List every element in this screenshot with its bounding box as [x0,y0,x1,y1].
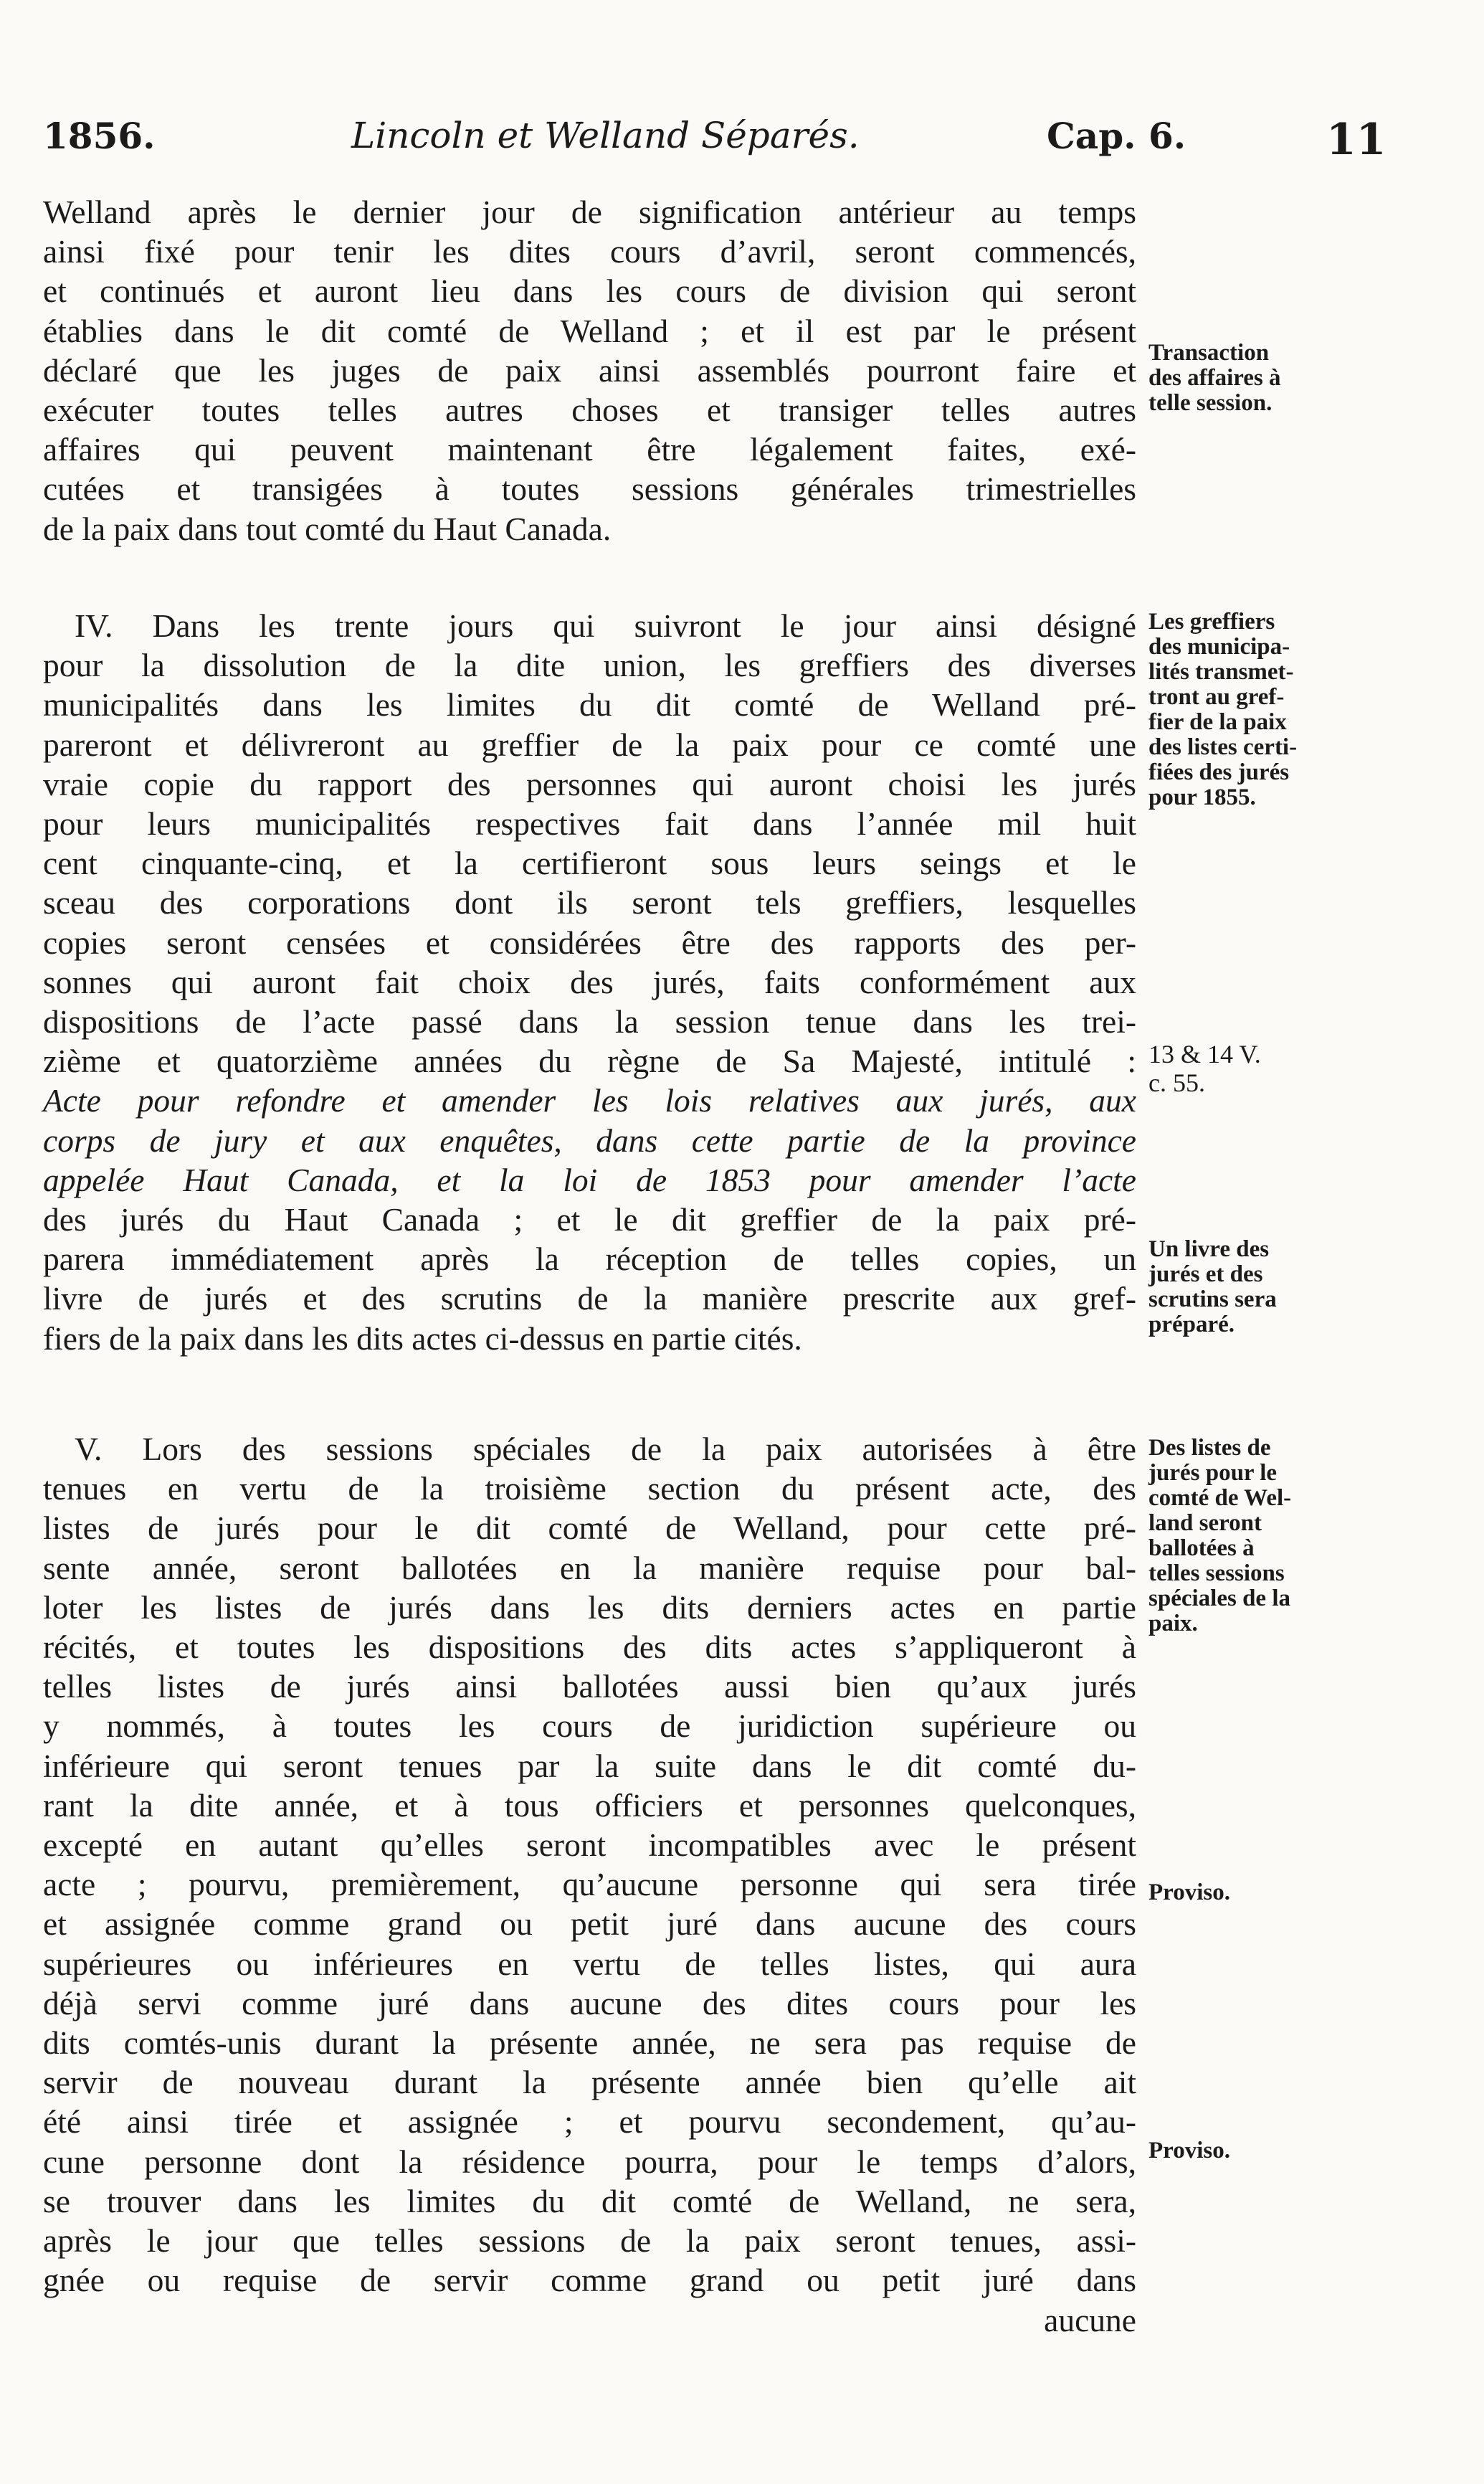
margin-line: tront au gref- [1148,684,1285,710]
header-year: 1856. [43,115,156,157]
margin-line: jurés et des [1148,1261,1263,1287]
text-line: pour la dissolution de la dite union, les greffiers des diverses [43,647,1136,684]
margin-line: telle session. [1148,390,1273,416]
text-line: pour leurs municipalités respectives fait dans l’année mil huit [43,805,1136,843]
text-line: et assignée comme grand ou petit juré dans aucune des cours [43,1905,1136,1943]
margin-note-listes-jures [1148,1436,1364,1636]
margin-line: Des listes de [1148,1435,1271,1461]
text-line: municipalités dans les limites du dit comté de Welland pré- [43,686,1136,724]
text-line: ainsi fixé pour tenir les dites cours d’avril, seront commencés, [43,233,1136,270]
margin-line: pour 1855. [1148,784,1256,810]
catchword [43,2300,1136,2340]
margin-line: Proviso. [1148,1879,1230,1905]
text-line: sonnes qui auront fait choix des jurés, faits conformément aux [43,963,1136,1000]
margin-line: spéciales de la [1148,1585,1290,1611]
margin-line: comté de Wel- [1148,1485,1292,1511]
text-line: gnée ou requise de servir comme grand ou petit juré dans [43,2262,1136,2299]
running-header [43,115,1387,165]
text-line: acte ; pourvu, premièrement, qu’aucune personne qui sera tirée [43,1866,1136,1903]
text-line: rant la dite année, et à tous officiers et personnes quelconques, [43,1786,1136,1824]
text-line: dits comtés-unis durant la présente année, ne sera pas requise de [43,2024,1136,2062]
text-line: des jurés du Haut Canada ; et le dit greffier de la paix pré- [43,1201,1136,1238]
italic-text-line: appelée Haut Canada, et la loi de 1853 pour amender l’acte [43,1161,1136,1198]
margin-line: telles sessions [1148,1560,1285,1586]
header-chapter: Cap. 6. [1047,115,1186,157]
text-line: cutées et transigées à toutes sessions générales trimestrielles [43,470,1136,508]
text-line: listes de jurés pour le dit comté de Welland, pour cette pré- [43,1509,1136,1547]
margin-line: préparé. [1148,1312,1235,1337]
margin-line: c. 55. [1148,1068,1205,1097]
text-line: cune personne dont la résidence pourra, pour le temps d’alors, [43,2143,1136,2180]
text-line: tenues en vertu de la troisième section du présent acte, des [43,1470,1136,1507]
text-line: fiers de la paix dans les dits actes ci-dessus en partie cités. [43,1319,802,1357]
text-line: déjà servi comme juré dans aucune des dites cours pour les [43,1984,1136,2021]
text-line: se trouver dans les limites du dit comté de Welland, ne sera, [43,2182,1136,2219]
margin-line: des municipa- [1148,634,1290,660]
section-iv-paragraph [43,606,1136,1358]
text-line: été ainsi tirée et assignée ; et pourvu secondement, qu’au- [43,2103,1136,2141]
margin-note-livre-jures [1148,1237,1364,1337]
text-line: IV. Dans les trente jours qui suivront le jour ainsi désigné [75,607,1136,644]
text-line: de la paix dans tout comté du Haut Canada. [43,510,612,547]
text-line: livre de jurés et des scrutins de la manière prescrite aux gref- [43,1280,1136,1317]
section-v-paragraph [43,1429,1136,2300]
text-line: telles listes de jurés ainsi ballotées aussi bien qu’aux jurés [43,1668,1136,1705]
text-line: cent cinquante-cinq, et la certifieront sous leurs seings et le [43,845,1136,882]
margin-note-statute-reference [1148,1040,1364,1097]
margin-note-greffiers [1148,610,1364,810]
margin-line: Proviso. [1148,2138,1230,2163]
text-line: inférieure qui seront tenues par la suite dans le dit comté du- [43,1747,1136,1784]
text-line: dispositions de l’acte passé dans la session tenue dans les trei- [43,1003,1136,1040]
margin-line: 13 & 14 V. [1148,1040,1261,1068]
italic-text-line: corps de jury et aux enquêtes, dans cette partie de la province [43,1122,1136,1159]
text-line: loter les listes de jurés dans les dits derniers actes en partie [43,1588,1136,1626]
margin-line: paix. [1148,1611,1198,1636]
header-title: Lincoln et Welland Séparés. [351,115,860,156]
margin-line: Les greffiers [1148,609,1275,635]
margin-note-transaction [1148,341,1364,416]
margin-line: des listes certi- [1148,734,1298,760]
margin-line: fier de la paix [1148,709,1287,735]
text-line: et continués et auront lieu dans les cours de division qui seront [43,272,1136,310]
italic-text-line: Acte pour refondre et amender les lois relatives aux jurés, aux [43,1082,1136,1119]
margin-line: fiées des jurés [1148,759,1290,785]
text-line: Welland après le dernier jour de signification antérieur au temps [43,194,1136,230]
margin-note-proviso-2 [1148,2138,1364,2163]
text-line: établies dans le dit comté de Welland ; et il est par le présent [43,312,1136,349]
text-line: sceau des corporations dont ils seront tels greffiers, lesquelles [43,884,1136,921]
margin-line: Transaction [1148,340,1270,366]
text-line: pareront et délivreront au greffier de la paix pour ce comté une [43,726,1136,763]
text-line: vraie copie du rapport des personnes qui auront choisi les jurés [43,765,1136,802]
text-line: affaires qui peuvent maintenant être légalement faites, exé- [43,431,1136,468]
margin-line: land seront [1148,1510,1262,1536]
margin-line: lités transmet- [1148,659,1294,685]
catchword-text: aucune [1044,2302,1136,2338]
text-line: servir de nouveau durant la présente année bien qu’elle ait [43,2064,1136,2101]
text-line: exécuter toutes telles autres choses et transiger telles autres [43,392,1136,429]
text-line: après le jour que telles sessions de la paix seront tenues, assi- [43,2222,1136,2260]
page-number: 11 [1326,115,1387,165]
text-line: déclaré que les juges de paix ainsi assemblés pourront faire et [43,351,1136,389]
text-line: récités, et toutes les dispositions des dits actes s’appliqueront à [43,1629,1136,1666]
text-line: parera immédiatement après la réception de telles copies, un [43,1241,1136,1278]
margin-note-proviso-1 [1148,1880,1364,1905]
text-line: copies seront censées et considérées être des rapports des per- [43,924,1136,961]
margin-line: scrutins sera [1148,1286,1277,1312]
text-line: sente année, seront ballotées en la manière requise pour bal- [43,1549,1136,1586]
text-line: supérieures ou inférieures en vertu de telles listes, qui aura [43,1945,1136,1982]
paragraph-continuation [43,192,1136,549]
text-line: y nommés, à toutes les cours de juridiction supérieure ou [43,1707,1136,1745]
margin-line: ballotées à [1148,1535,1255,1561]
margin-line: des affaires à [1148,365,1281,391]
margin-line: Un livre des [1148,1236,1270,1262]
margin-line: jurés pour le [1148,1460,1278,1486]
text-line: V. Lors des sessions spéciales de la paix autorisées à être [75,1431,1136,1467]
text-line: excepté en autant qu’elles seront incompatibles avec le présent [43,1826,1136,1864]
text-line: zième et quatorzième années du règne de Sa Majesté, intitulé : [43,1043,1136,1080]
